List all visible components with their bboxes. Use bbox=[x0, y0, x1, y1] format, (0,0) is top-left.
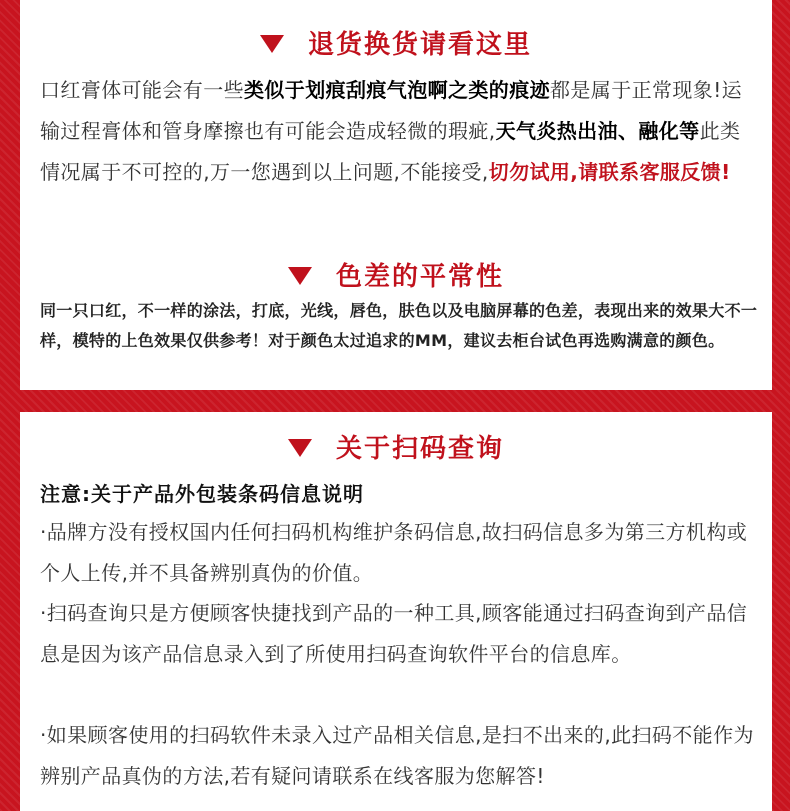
text-segment: 口红膏体可能会有一些 bbox=[40, 78, 244, 102]
return-exchange-title: 退货换货请看这里 bbox=[307, 30, 532, 60]
text-segment: 此类情况属于不可控的,万一您遇到以上问题,不能接受, bbox=[40, 119, 741, 184]
barcode-note: 注意:关于产品外包装条码信息说明 bbox=[40, 482, 364, 506]
return-exchange-text bbox=[40, 70, 760, 193]
scan-query-heading bbox=[20, 428, 772, 465]
list-item: ·品牌方没有授权国内任何扫码机构维护条码信息,故扫码信息多为第三方机构或个人上传,并不具备辨别真伪的价值。 bbox=[40, 520, 748, 585]
color-difference-title: 色差的平常性 bbox=[335, 262, 504, 292]
emphasis-heat-melt: 天气炎热出油、融化等 bbox=[495, 119, 700, 143]
return-policy-panel bbox=[20, 0, 772, 390]
scan-query-panel bbox=[20, 412, 772, 811]
scan-query-title: 关于扫码查询 bbox=[335, 434, 504, 464]
emphasis-contact-service: 切勿试用,请联系客服反馈! bbox=[488, 160, 731, 184]
triangle-down-icon bbox=[260, 35, 284, 53]
emphasis-scratches: 类似于划痕刮痕气泡啊之类的痕迹 bbox=[244, 78, 550, 102]
text-segment: 都是属于正常现象!运输过程膏体和管身摩擦也有可能会造成轻微的瑕疵, bbox=[40, 78, 743, 143]
triangle-down-icon bbox=[288, 439, 312, 457]
triangle-down-icon bbox=[288, 267, 312, 285]
color-difference-text: 同一只口红，不一样的涂法，打底，光线，唇色，肤色以及电脑屏幕的色差，表现出来的效果大不一样，模特的上色效果仅供参考！对于颜色太过追求的MM，建议去柜台试色再选购满意的颜色。 bbox=[40, 301, 758, 350]
list-item: ·扫码查询只是方便顾客快捷找到产品的一种工具,顾客能通过扫码查询到产品信息是因为该产品信息录入到了所使用扫码查询软件平台的信息库。 bbox=[40, 601, 748, 666]
color-difference-heading bbox=[20, 256, 772, 293]
list-item: ·如果顾客使用的扫码软件未录入过产品相关信息,是扫不出来的,此扫码不能作为辨别产品真伪的方法,若有疑问请联系在线客服为您解答! bbox=[40, 723, 754, 788]
return-exchange-heading bbox=[20, 24, 772, 61]
